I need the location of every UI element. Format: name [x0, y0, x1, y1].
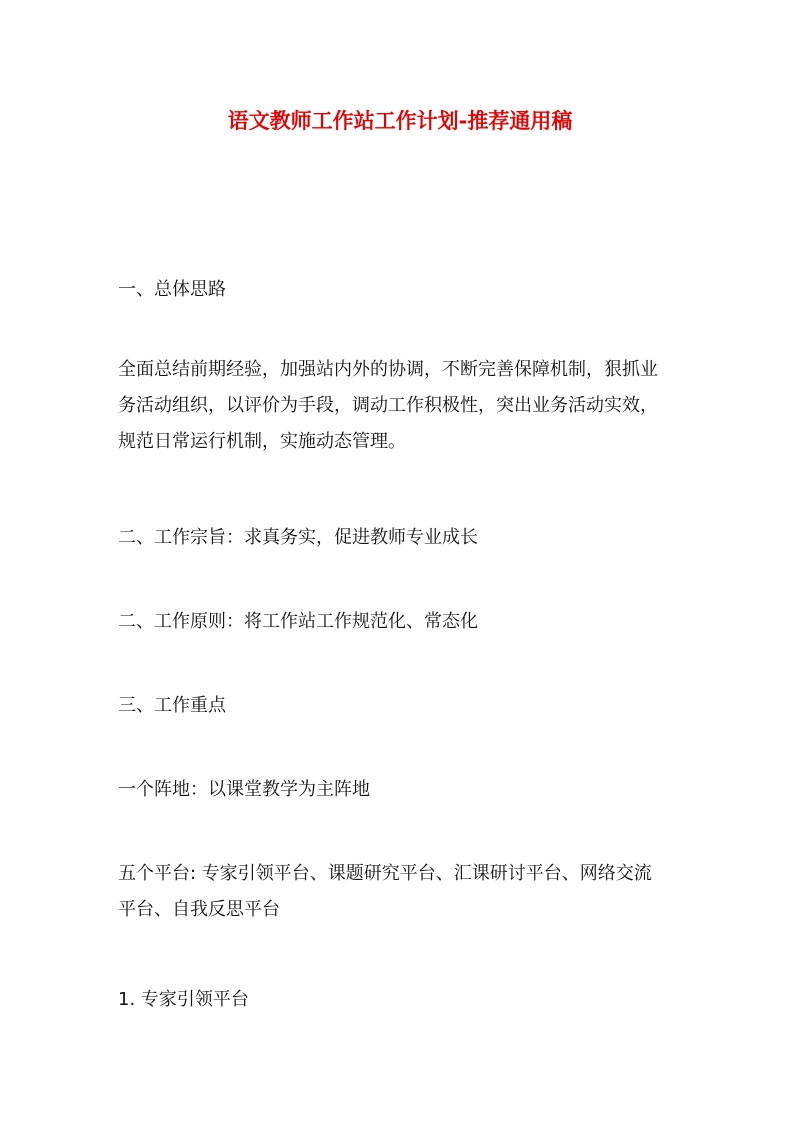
overall-approach-paragraph	[118, 352, 698, 460]
teaching-position	[118, 772, 698, 808]
item-heading-expert-guidance	[118, 982, 698, 1018]
section-heading-work-focus	[118, 688, 698, 724]
paragraph-line: 规范日常运行机制，实施动态管理。	[118, 431, 406, 452]
work-principle-text: 二、工作原则：将工作站工作规范化、常态化	[118, 611, 478, 632]
section-heading-text: 一、总体思路	[118, 279, 226, 300]
document-title: 语文教师工作站工作计划-推荐通用稿	[227, 109, 573, 133]
paragraph-line: 五个平台: 专家引领平台、课题研究平台、汇课研讨平台、网络交流	[118, 863, 652, 884]
teaching-position-text: 一个阵地：以课堂教学为主阵地	[118, 779, 370, 800]
work-purpose	[118, 520, 698, 556]
paragraph-line: 全面总结前期经验，加强站内外的协调，不断完善保障机制，狠抓业	[118, 359, 658, 380]
work-principle	[118, 604, 698, 640]
section-heading-overall-approach	[118, 272, 698, 308]
paragraph-line: 务活动组织，以评价为手段，调动工作积极性，突出业务活动实效，	[118, 395, 658, 416]
five-platforms-paragraph	[118, 856, 698, 928]
item-heading-text: 1. 专家引领平台	[118, 989, 249, 1010]
section-heading-text: 三、工作重点	[118, 695, 226, 716]
paragraph-line: 平台、自我反思平台	[118, 899, 280, 920]
work-purpose-text: 二、工作宗旨：求真务实，促进教师专业成长	[118, 527, 478, 548]
